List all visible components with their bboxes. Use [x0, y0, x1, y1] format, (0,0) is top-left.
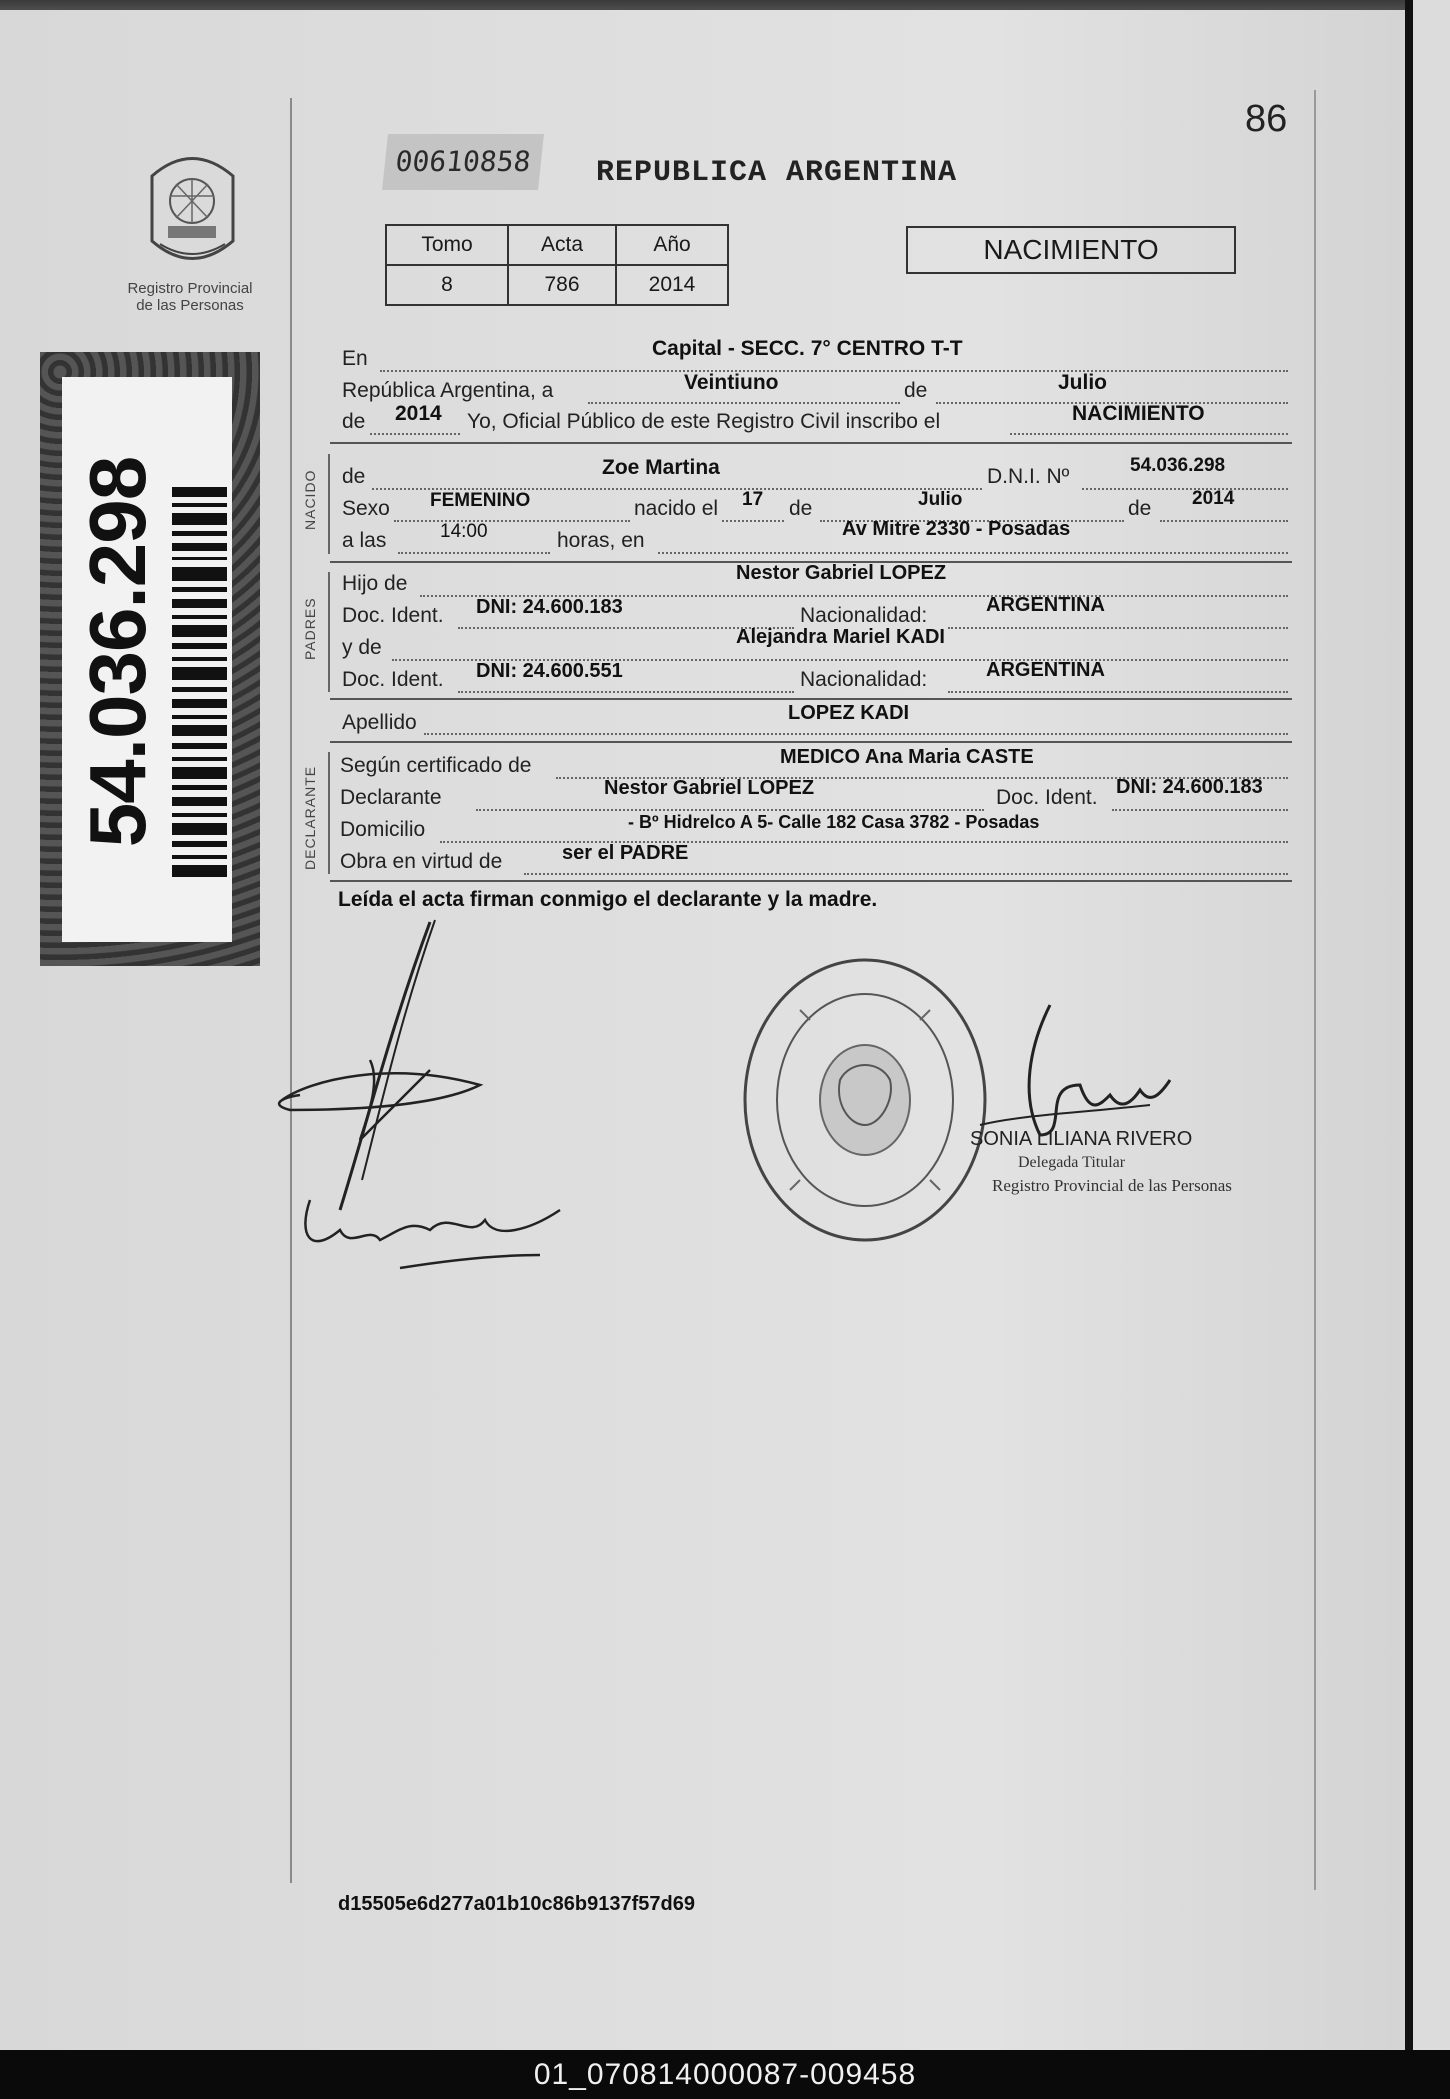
- value-nac-mes: Julio: [918, 489, 963, 510]
- label-obra: Obra en virtud de: [340, 850, 503, 873]
- section-label-declarante: DECLARANTE: [302, 765, 318, 870]
- closing-statement: Leída el acta firman conmigo el declarante y la madre.: [338, 888, 878, 911]
- value-padre-doc: DNI: 24.600.183: [476, 596, 623, 618]
- section-bracket: [328, 572, 330, 692]
- value-tipo: NACIMIENTO: [1072, 402, 1205, 425]
- value-tomo: 8: [386, 265, 508, 305]
- official-office: Registro Provincial de las Personas: [992, 1176, 1232, 1195]
- value-nombre: Zoe Martina: [602, 456, 720, 479]
- value-obra: ser el PADRE: [562, 842, 689, 864]
- dotted-line: [588, 402, 900, 404]
- header-anio: Año: [616, 225, 728, 265]
- label-de-4: de: [789, 497, 813, 520]
- declarant-signature-icon: [270, 910, 600, 1280]
- dotted-line: [1082, 488, 1288, 490]
- section-divider: [330, 698, 1292, 700]
- label-de: de: [904, 379, 928, 402]
- country-title: REPUBLICA ARGENTINA: [596, 156, 958, 190]
- value-madre: Alejandra Mariel KADI: [736, 626, 945, 648]
- value-nac-dia: 17: [742, 489, 764, 510]
- value-dia: Veintiuno: [684, 371, 779, 394]
- dotted-line: [458, 691, 794, 693]
- label-nac-padre: Nacionalidad:: [800, 604, 928, 627]
- dotted-line: [398, 552, 550, 554]
- label-horas-en: horas, en: [557, 529, 645, 552]
- section-label-padres: PADRES: [302, 597, 318, 660]
- serial-stamp: 00610858: [382, 134, 544, 190]
- label-y-de: y de: [342, 636, 382, 659]
- value-declarante-doc: DNI: 24.600.183: [1116, 776, 1263, 798]
- value-dni: 54.036.298: [1130, 455, 1226, 476]
- label-nac-madre: Nacionalidad:: [800, 668, 928, 691]
- official-seal-icon: [740, 950, 990, 1250]
- label-a-las: a las: [342, 529, 387, 552]
- value-madre-doc: DNI: 24.600.551: [476, 660, 623, 682]
- label-doc-declarante: Doc. Ident.: [996, 786, 1098, 809]
- section-label-nacido: NACIDO: [302, 469, 318, 530]
- label-apellido: Apellido: [342, 711, 417, 734]
- value-domicilio: - Bº Hidrelco A 5- Calle 182 Casa 3782 - Posadas: [628, 812, 1040, 832]
- dotted-line: [658, 552, 1288, 554]
- next-page-edge: [1413, 0, 1450, 2050]
- dotted-line: [722, 520, 784, 522]
- value-anio: 2014: [395, 402, 442, 425]
- official-title: Delegada Titular: [1018, 1154, 1126, 1171]
- value-lugar: Capital - SECC. 7° CENTRO T-T: [652, 337, 963, 360]
- value-padre: Nestor Gabriel LOPEZ: [736, 562, 947, 584]
- value-nac-anio: 2014: [1192, 488, 1235, 509]
- official-name: SONIA LILIANA RIVERO: [970, 1128, 1193, 1150]
- dotted-line: [948, 627, 1288, 629]
- label-de-3: de: [342, 465, 366, 488]
- value-declarante: Nestor Gabriel LOPEZ: [604, 777, 815, 799]
- dni-barcode-card: [40, 352, 260, 966]
- dotted-line: [1160, 520, 1288, 522]
- volume-table: [385, 224, 729, 306]
- dotted-line: [394, 520, 630, 522]
- value-certificado: MEDICO Ana Maria CASTE: [780, 746, 1034, 768]
- value-anio: 2014: [616, 265, 728, 305]
- record-type-box: NACIMIENTO: [906, 226, 1236, 274]
- dotted-line: [1112, 809, 1288, 811]
- label-domicilio: Domicilio: [340, 818, 426, 841]
- barcode-icon: [172, 487, 227, 887]
- page-number: 86: [1245, 98, 1288, 140]
- value-sexo: FEMENINO: [430, 490, 531, 511]
- value-padre-nac: ARGENTINA: [986, 594, 1105, 616]
- label-nacido-el: nacido el: [634, 497, 719, 520]
- dotted-line: [524, 873, 1288, 875]
- value-apellido: LOPEZ KADI: [788, 702, 910, 724]
- paper-sheet: [0, 10, 1405, 2050]
- scan-footer-id: 01_070814000087-009458: [0, 2050, 1450, 2099]
- value-mes: Julio: [1058, 371, 1108, 394]
- header-tomo: Tomo: [386, 225, 508, 265]
- right-margin-line: [1314, 90, 1316, 1890]
- value-hora: 14:00: [440, 521, 488, 542]
- province-crest-icon: [140, 146, 245, 276]
- section-divider: [330, 442, 1292, 444]
- label-hijo-de: Hijo de: [342, 572, 408, 595]
- section-bracket: [328, 454, 330, 554]
- dni-card-number: 54.036.298: [73, 456, 162, 848]
- value-lugar-nac: Av Mitre 2330 - Posadas: [842, 518, 1071, 540]
- label-republica: República Argentina, a: [342, 379, 554, 402]
- label-de-2: de: [342, 410, 366, 433]
- dotted-line: [476, 809, 984, 811]
- document-hash: d15505e6d277a01b10c86b9137f57d69: [338, 1893, 695, 1915]
- label-segun: Según certificado de: [340, 754, 532, 777]
- registry-line-1: Registro Provincial: [127, 280, 253, 297]
- label-dni: D.N.I. Nº: [987, 465, 1070, 488]
- header-acta: Acta: [508, 225, 616, 265]
- label-declarante: Declarante: [340, 786, 442, 809]
- dotted-line: [1010, 433, 1288, 435]
- barcode-panel: [62, 377, 232, 942]
- dotted-line: [948, 691, 1288, 693]
- value-madre-nac: ARGENTINA: [986, 659, 1105, 681]
- label-en: En: [342, 347, 368, 370]
- label-doc-madre: Doc. Ident.: [342, 668, 444, 691]
- label-yo: Yo, Oficial Público de este Registro Civil inscribo el: [467, 410, 941, 433]
- label-sexo: Sexo: [342, 497, 390, 520]
- dotted-line: [380, 370, 1288, 372]
- label-de-5: de: [1128, 497, 1152, 520]
- section-divider: [330, 880, 1292, 882]
- section-divider: [330, 741, 1292, 743]
- registry-line-2: de las Personas: [136, 297, 244, 314]
- label-doc-padre: Doc. Ident.: [342, 604, 444, 627]
- section-bracket: [328, 752, 330, 874]
- dotted-line: [370, 433, 460, 435]
- registry-caption: [120, 280, 260, 314]
- dotted-line: [424, 733, 1288, 735]
- value-acta: 786: [508, 265, 616, 305]
